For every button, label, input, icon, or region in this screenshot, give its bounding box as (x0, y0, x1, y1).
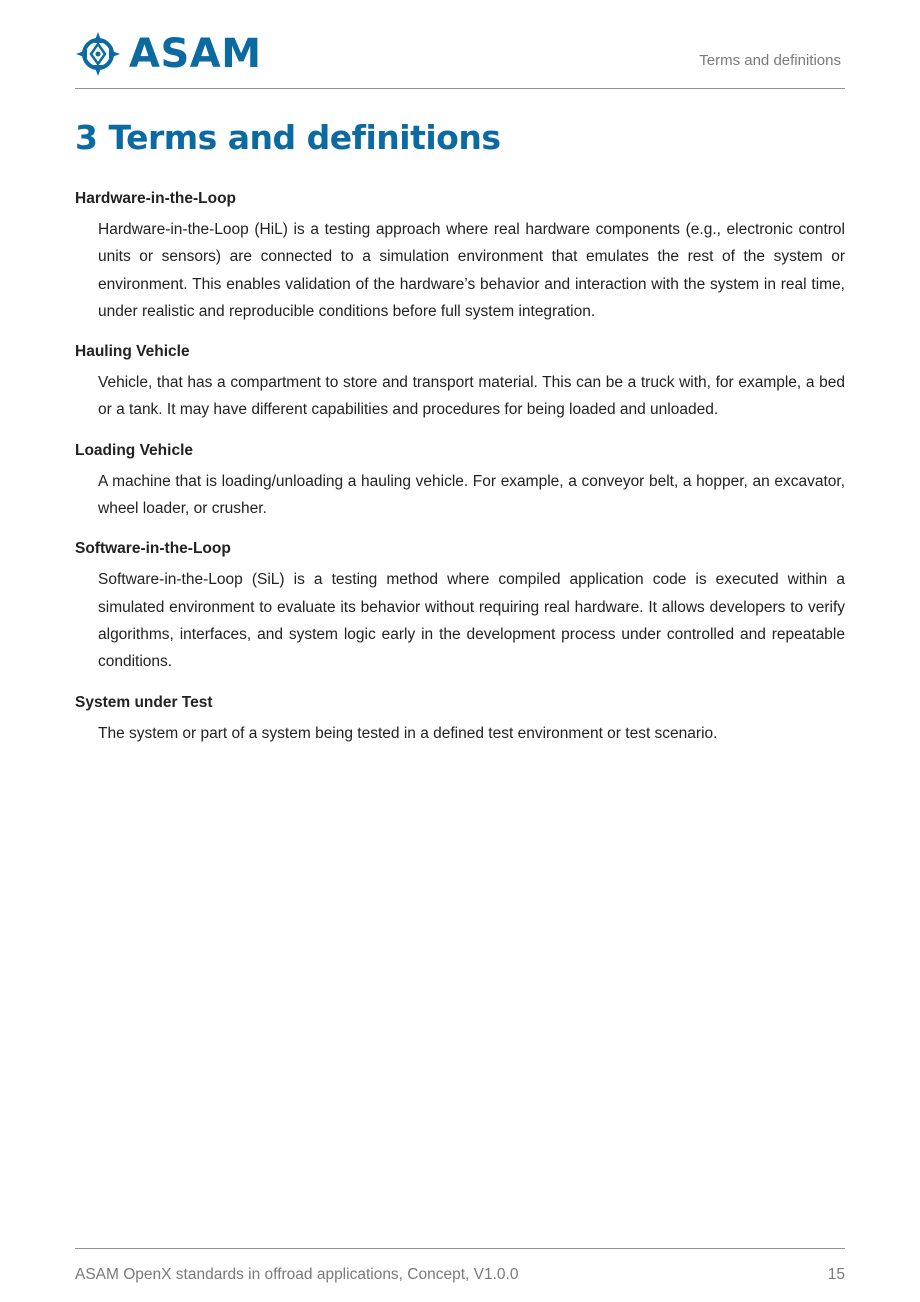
term-entry (75, 188, 845, 325)
term-name: Hardware-in-the-Loop (75, 190, 237, 207)
running-header-title: Terms and definitions (699, 52, 841, 69)
asam-compass-logo-icon (75, 31, 121, 77)
term-definition: Vehicle, that has a compartment to store and transport material. This can be a truck with, for example, a bed or a tank. It may have different capabilities and procedures for being loaded and unloaded. (98, 374, 845, 419)
footer-document-title: ASAM OpenX standards in offroad applications, Concept, V1.0.0 (75, 1266, 519, 1283)
page-header (75, 28, 845, 89)
term-definition: A machine that is loading/unloading a hauling vehicle. For example, a conveyor belt, a hopper, an excavator, wheel loader, or crusher. (98, 472, 845, 518)
asam-logo (75, 30, 262, 78)
term-entry (75, 692, 845, 747)
term-entry (75, 440, 845, 523)
term-entry (75, 538, 845, 675)
page-title: 3 Terms and definitions (75, 118, 501, 157)
term-entry (75, 341, 845, 424)
term-name: Loading Vehicle (75, 441, 193, 459)
term-name: Hauling Vehicle (75, 343, 190, 361)
terms-list (75, 188, 845, 763)
term-definition: The system or part of a system being tested in a defined test environment or test scenario. (98, 724, 718, 742)
term-name: System under Test (75, 693, 213, 711)
term-definition: Hardware-in-the-Loop (HiL) is a testing approach where real hardware components (e.g., electronic control units or sensors) are connected to a simulation environment that emulates the rest of the system or environment. This enables validation of the hardware’s behavior and interaction with the system in real time, under realistic and reproducible conditions before full system integration. (98, 221, 845, 320)
page-footer (75, 1248, 845, 1283)
term-name: Software-in-the-Loop (75, 540, 231, 558)
term-definition: Software-in-the-Loop (SiL) is a testing method where compiled application code is executed within a simulated environment to evaluate its behavior without requiring real hardware. It allows developers to verify algorithms, interfaces, and system logic early in the development process under controlled and repeatable conditions. (98, 571, 845, 671)
logo-wordmark: ASAM (129, 31, 262, 77)
page-number: 15 (827, 1266, 845, 1283)
